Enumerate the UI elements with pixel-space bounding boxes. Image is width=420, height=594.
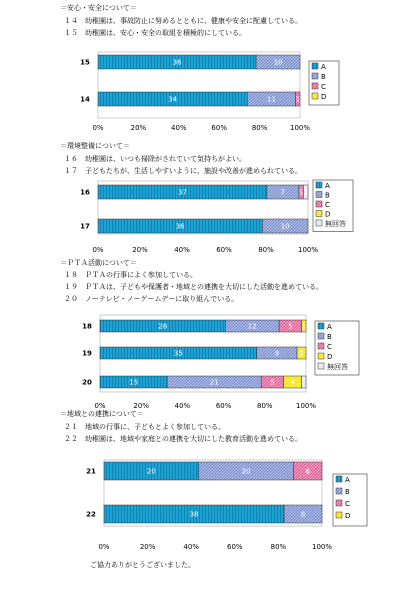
legend-swatch	[318, 353, 324, 359]
question-20-text: ２０ ノーテレビ・ノーゲームデーに取り組んでいる。	[64, 295, 239, 303]
question-18-text: １８ ＰＴＡの行事によく参加している。	[64, 271, 197, 279]
legend-swatch	[316, 211, 322, 217]
data-label: 7	[280, 188, 286, 197]
data-label: 5	[270, 378, 275, 387]
legend-label: 無回答	[325, 220, 346, 228]
question-15-text: １５ 幼稚園は、安心・安全の取組を積極的にしている。	[64, 29, 246, 37]
x-tick-label: 40%	[183, 543, 199, 551]
legend-label: D	[325, 210, 331, 219]
legend-label: C	[321, 83, 326, 91]
legend-swatch	[316, 182, 322, 188]
x-tick-label: 80%	[270, 543, 287, 551]
x-tick-label: 20%	[139, 543, 156, 551]
closing-message: ご協力ありがとうございました。	[90, 561, 195, 569]
data-label: 36	[172, 58, 182, 67]
x-tick-label: 80%	[251, 124, 268, 132]
data-label: 34	[168, 95, 178, 104]
legend-label: B	[325, 191, 330, 200]
legend-label: A	[345, 476, 350, 484]
legend-swatch	[316, 220, 322, 226]
x-tick-label: 20%	[133, 402, 149, 410]
data-label: 11	[266, 95, 276, 104]
legend-label: A	[325, 182, 330, 190]
section-heading-environment: ＝環境整備について＝	[60, 142, 130, 150]
x-tick-label: 100%	[311, 543, 333, 551]
category-label: 17	[80, 222, 90, 231]
legend-label: C	[345, 500, 350, 508]
data-label: 28	[158, 322, 168, 331]
legend-label: B	[327, 333, 332, 341]
legend-label: D	[327, 353, 333, 361]
category-label: 21	[86, 467, 96, 476]
x-tick-label: 100%	[297, 246, 319, 254]
x-tick-label: 40%	[171, 124, 187, 132]
legend-swatch	[312, 83, 318, 89]
category-label: 14	[80, 95, 90, 104]
question-14-text: １４ 幼稚園は、事故防止に努めるとともに、健康や安全に配慮している。	[64, 17, 302, 25]
legend-swatch	[336, 500, 342, 506]
data-label: 21	[209, 378, 219, 387]
category-label: 18	[82, 322, 92, 331]
bar-segment	[302, 376, 306, 388]
x-tick-label: 40%	[174, 246, 190, 254]
data-label: 20	[241, 467, 251, 476]
question-16-text: １６ 幼稚園は、いつも掃除がされていて気持ちがよい。	[64, 155, 246, 163]
data-label: 1	[301, 322, 306, 331]
legend-label: B	[321, 73, 326, 81]
x-tick-label: 80%	[257, 402, 273, 410]
x-tick-label: 0%	[94, 402, 106, 410]
data-label: 15	[129, 378, 139, 387]
data-label: 12	[247, 322, 257, 331]
data-label: 10	[280, 222, 290, 231]
question-19-text: １９ ＰＴＡは、子どもや保護者・地域との連携を大切にした活動を進めている。	[64, 283, 323, 291]
data-label: 10	[273, 58, 283, 67]
x-tick-label: 80%	[258, 246, 274, 254]
data-label: 8	[300, 510, 306, 519]
legend-swatch	[318, 323, 324, 329]
x-tick-label: 60%	[215, 402, 232, 410]
legend-label: C	[327, 343, 332, 351]
data-label: 9	[274, 349, 280, 358]
data-label: 37	[177, 188, 187, 197]
x-tick-label: 40%	[174, 402, 191, 410]
legend-label: C	[325, 201, 330, 209]
x-tick-label: 20%	[132, 246, 148, 254]
data-label: 5	[288, 322, 293, 331]
legend-swatch	[318, 363, 324, 369]
category-label: 20	[82, 378, 92, 387]
x-tick-label: 100%	[289, 124, 311, 132]
x-tick-label: 0%	[92, 246, 104, 254]
x-tick-label: 60%	[227, 543, 243, 551]
data-label: 1	[303, 188, 308, 197]
legend-swatch	[318, 333, 324, 339]
question-17-text: １７ 子どもたちが、生活しやすいように、施設や改善が進められている。	[64, 167, 302, 175]
section-heading-safety: ＝安心・安全について＝	[60, 4, 137, 12]
data-label: 35	[173, 349, 183, 358]
legend-label: 無回答	[327, 363, 348, 371]
x-tick-label: 60%	[211, 124, 227, 132]
legend-swatch	[316, 201, 322, 207]
section-heading-pta: ＝ＰＴＡ活動について＝	[60, 259, 137, 267]
question-22-text: ２２ 幼稚園は、地域や家庭との連携を大切にした教育活動を進めている。	[64, 435, 302, 443]
legend-swatch	[312, 73, 318, 79]
x-tick-label: 0%	[98, 543, 110, 551]
x-tick-label: 100%	[295, 402, 317, 410]
data-label: 2	[299, 349, 304, 358]
legend-label: D	[321, 93, 327, 101]
legend-swatch	[318, 343, 324, 349]
section-heading-community: ＝地域との連携について＝	[60, 410, 144, 418]
x-tick-label: 60%	[216, 246, 232, 254]
x-tick-label: 20%	[130, 124, 147, 132]
legend-label: D	[345, 512, 351, 520]
legend-swatch	[316, 192, 322, 198]
legend-swatch	[336, 476, 342, 482]
data-label: 36	[175, 222, 185, 231]
data-label: 38	[189, 510, 199, 519]
data-label: 6	[305, 467, 311, 476]
question-21-text: ２１ 地域の行事に、子どもとよく参加している。	[64, 423, 225, 431]
x-tick-label: 0%	[92, 124, 104, 132]
data-label: 1	[295, 95, 301, 104]
legend-label: B	[345, 488, 350, 496]
legend-swatch	[312, 63, 318, 69]
legend-label: A	[327, 323, 332, 331]
data-label: 20	[146, 467, 156, 476]
data-label: 4	[290, 378, 295, 387]
category-label: 16	[80, 188, 90, 197]
legend-swatch	[336, 512, 342, 518]
category-label: 19	[82, 349, 92, 358]
data-label: 1	[298, 188, 304, 197]
category-label: 22	[86, 510, 96, 519]
legend-swatch	[336, 488, 342, 494]
legend-swatch	[312, 93, 318, 99]
category-label: 15	[80, 58, 90, 67]
legend-label: A	[321, 63, 326, 71]
